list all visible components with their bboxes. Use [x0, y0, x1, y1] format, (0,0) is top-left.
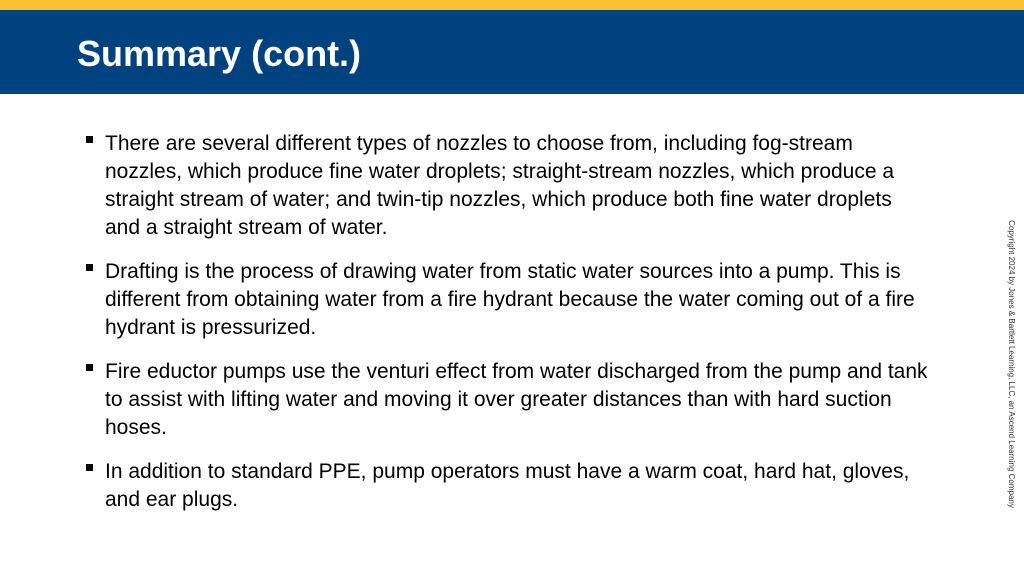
bullet-text: In addition to standard PPE, pump operators must have a warm coat, hard hat, gloves, and ear plugs.	[105, 460, 910, 511]
square-bullet-icon	[86, 136, 93, 143]
bullet-text: Drafting is the process of drawing water from static water sources into a pump. This is different from obtaining water from a fire hydrant because the water coming out of a fire hydrant is pressurized.	[105, 260, 915, 339]
bullet-list	[86, 130, 928, 530]
bullet-item	[86, 458, 928, 514]
slide-title: Summary (cont.)	[77, 33, 362, 74]
accent-bar	[0, 0, 1024, 10]
bullet-item	[86, 258, 928, 342]
copyright-notice: Copyright 2024 by Jones & Bartlett Learning, LLC, an Ascend Learning Company	[1007, 220, 1016, 508]
bullet-text: Fire eductor pumps use the venturi effect from water discharged from the pump and tank to assist with lifting water and moving it over greater distances than with hard suction hoses.	[105, 360, 928, 439]
bullet-text: There are several different types of nozzles to choose from, including fog-stream nozzles, which produce fine water droplets; straight-stream nozzles, which produce a straight stream of water; and twin-tip nozzles, which produce both fine water droplets and a straight stream of water.	[105, 132, 895, 239]
square-bullet-icon	[86, 264, 93, 271]
bullet-item	[86, 358, 928, 442]
title-band	[0, 10, 1024, 94]
square-bullet-icon	[86, 464, 93, 471]
square-bullet-icon	[86, 364, 93, 371]
bullet-item	[86, 130, 928, 242]
